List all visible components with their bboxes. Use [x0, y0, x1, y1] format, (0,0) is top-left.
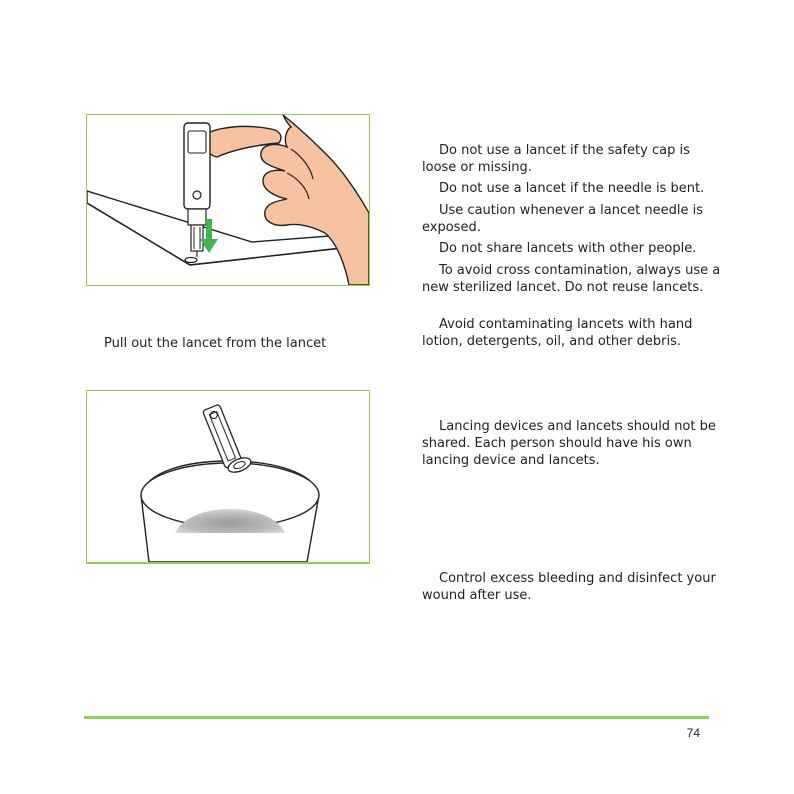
- lancing-figure: [86, 114, 370, 286]
- footer-divider: [84, 716, 709, 719]
- disposal-illustration: [87, 391, 369, 562]
- warning-do-not-share: Do not share lancets with other people.: [439, 241, 697, 256]
- warning-avoid-contaminating: Avoid contaminating lancets with hand lotion, detergents, oil, and other debris.: [422, 317, 693, 349]
- disposal-figure: [86, 390, 370, 564]
- warning-bent-needle: Do not use a lancet if the needle is bent.: [439, 181, 705, 196]
- lancet: [191, 225, 203, 251]
- warning-safety-cap: Do not use a lancet if the safety cap is loose or missing.: [422, 143, 690, 175]
- warning-exposed-needle: Use caution whenever a lancet needle is exposed.: [422, 203, 703, 235]
- figure-caption: Pull out the lancet from the lancet: [104, 336, 327, 351]
- warning-cross-contamination: To avoid cross contamination, always use a new sterilized lancet. Do not reuse lancets.: [422, 263, 721, 295]
- aftercare-note: Control excess bleeding and disinfect your wound after use.: [422, 571, 716, 603]
- page-number: 74: [686, 726, 700, 740]
- sharing-note: Lancing devices and lancets should not be shared. Each person should have his own lancing device and lancets.: [422, 419, 716, 468]
- lancing-illustration: [87, 115, 369, 285]
